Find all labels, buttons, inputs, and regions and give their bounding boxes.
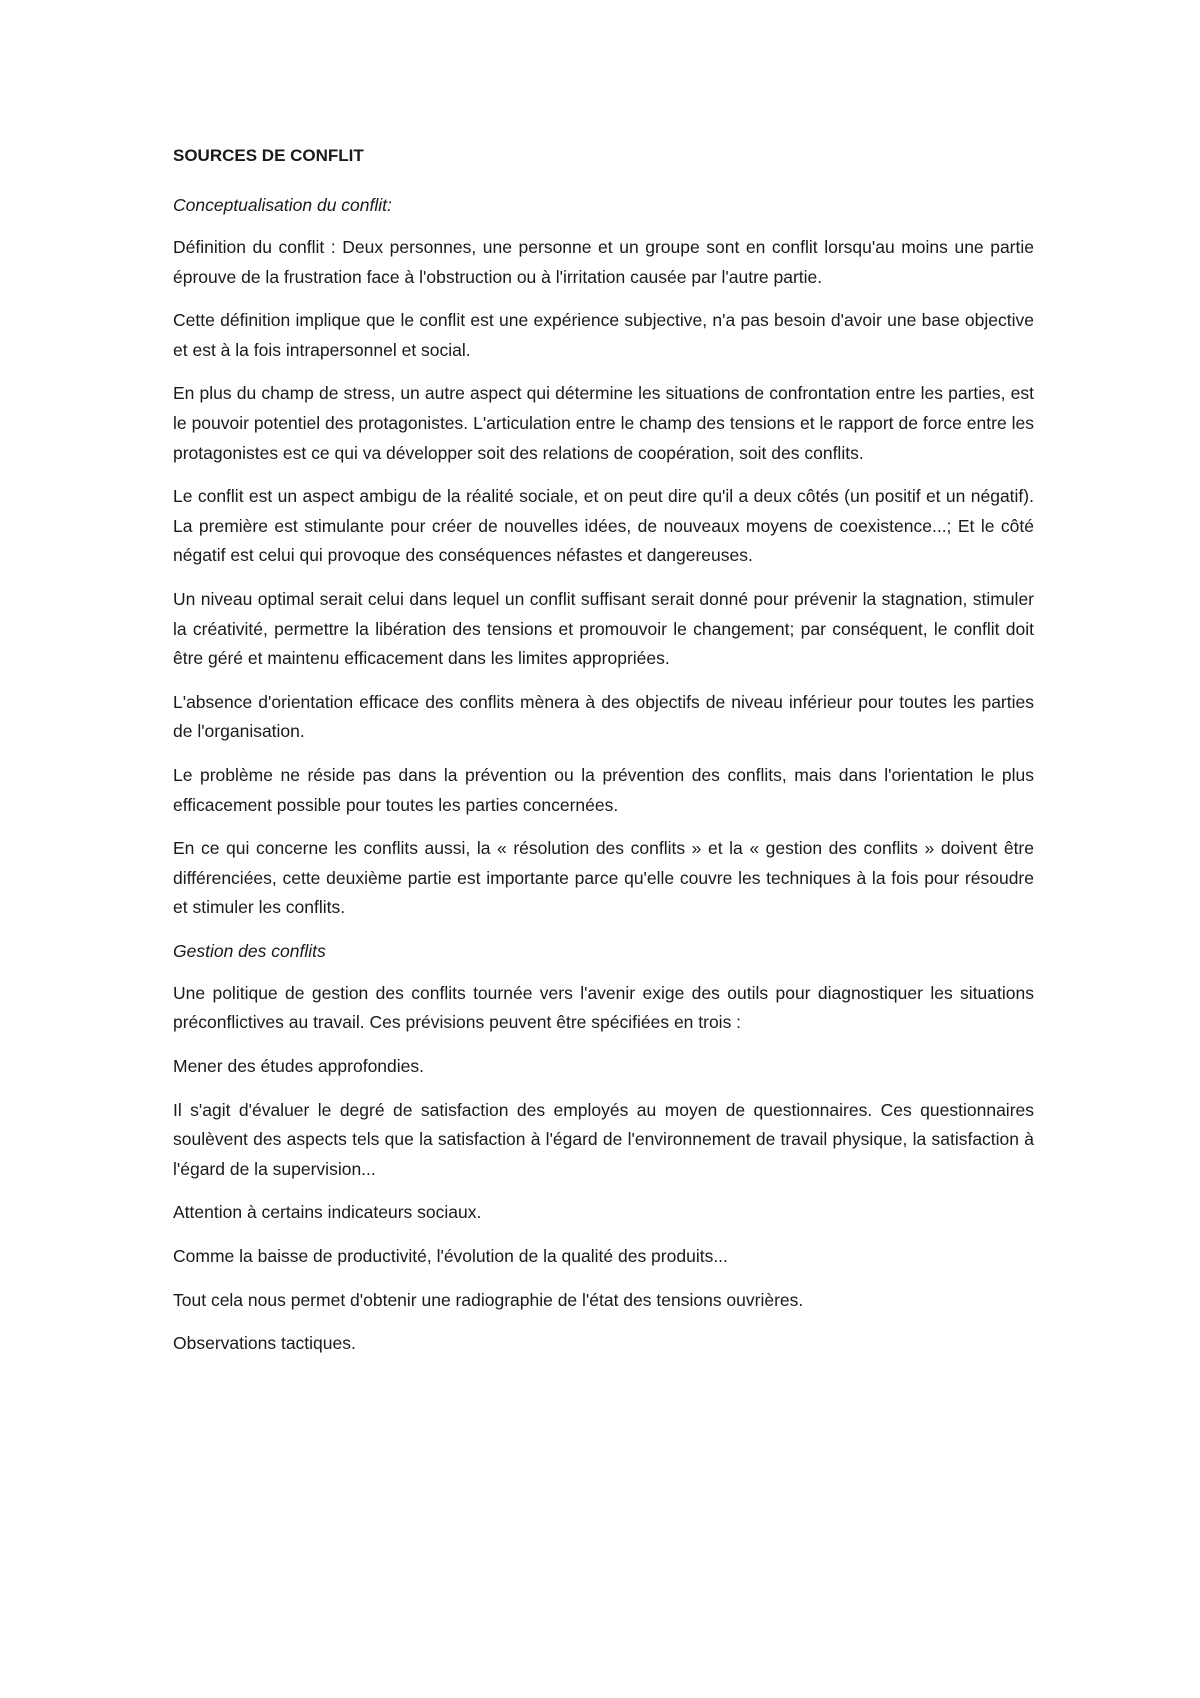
paragraph-questionnaires: Il s'agit d'évaluer le degré de satisfaction des employés au moyen de questionnaires. Ces questionnaires soulèvent des aspects tels que la satisfaction à l'égard de l'environnement de travail physique, la satisfaction à l'égard de la supervision...: [173, 1099, 1034, 1179]
document-title: SOURCES DE CONFLIT: [173, 146, 364, 165]
document-page: [173, 146, 1034, 1373]
paragraph-indicators: Attention à certains indicateurs sociaux.: [173, 1202, 482, 1223]
paragraph-definition: Définition du conflit : Deux personnes, une personne et un groupe sont en conflit lorsqu'au moins une partie éprouve de la frustration face à l'obstruction ou à l'irritation causée par l'autre partie.: [173, 237, 1034, 287]
section-heading-conceptualisation: Conceptualisation du conflit:: [173, 195, 392, 215]
paragraph-ambiguous-aspect: Le conflit est un aspect ambigu de la réalité sociale, et on peut dire qu'il a deux côtés (un positif et un négatif). La première est stimulante pour créer de nouvelles idées, de nouveaux moyens de coexistence...; Et le côté négatif est celui qui provoque des conséquences néfastes et dangereuses.: [173, 486, 1034, 566]
paragraph-studies: Mener des études approfondies.: [173, 1056, 424, 1077]
paragraph-policy: Une politique de gestion des conflits tournée vers l'avenir exige des outils pour diagnostiquer les situations préconflictives au travail. Ces prévisions peuvent être spécifiées en trois :: [173, 982, 1034, 1033]
paragraph-implication: Cette définition implique que le conflit est une expérience subjective, n'a pas besoin d'avoir une base objective et est à la fois intrapersonnel et social.: [173, 310, 1034, 360]
paragraph-observations: Observations tactiques.: [173, 1333, 356, 1354]
section-heading-gestion: Gestion des conflits: [173, 940, 326, 961]
paragraph-absence-orientation: L'absence d'orientation efficace des conflits mènera à des objectifs de niveau inférieur pour toutes les parties de l'organisation.: [173, 691, 1034, 742]
paragraph-resolution-vs-management: En ce qui concerne les conflits aussi, la « résolution des conflits » et la « gestion des conflits » doivent être différenciées, cette deuxième partie est importante parce qu'elle couvre les techniques à la fois pour résoudre et stimuler les conflits.: [173, 838, 1034, 918]
paragraph-problem: Le problème ne réside pas dans la prévention ou la prévention des conflits, mais dans l'orientation le plus efficacement possible pour toutes les parties concernées.: [173, 764, 1034, 815]
paragraph-radiography: Tout cela nous permet d'obtenir une radiographie de l'état des tensions ouvrières.: [173, 1289, 804, 1310]
paragraph-productivity: Comme la baisse de productivité, l'évolution de la qualité des produits...: [173, 1246, 728, 1267]
paragraph-optimal-level: Un niveau optimal serait celui dans lequel un conflit suffisant serait donné pour prévenir la stagnation, stimuler la créativité, permettre la libération des tensions et promouvoir le changement; par conséquent, le conflit doit être géré et maintenu efficacement dans les limites appropriées.: [173, 588, 1034, 669]
paragraph-stress-field: En plus du champ de stress, un autre aspect qui détermine les situations de confrontation entre les parties, est le pouvoir potentiel des protagonistes. L'articulation entre le champ des tensions et le rapport de force entre les protagonistes est ce qui va développer soit des relations de coopération, soit des conflits.: [173, 383, 1034, 463]
